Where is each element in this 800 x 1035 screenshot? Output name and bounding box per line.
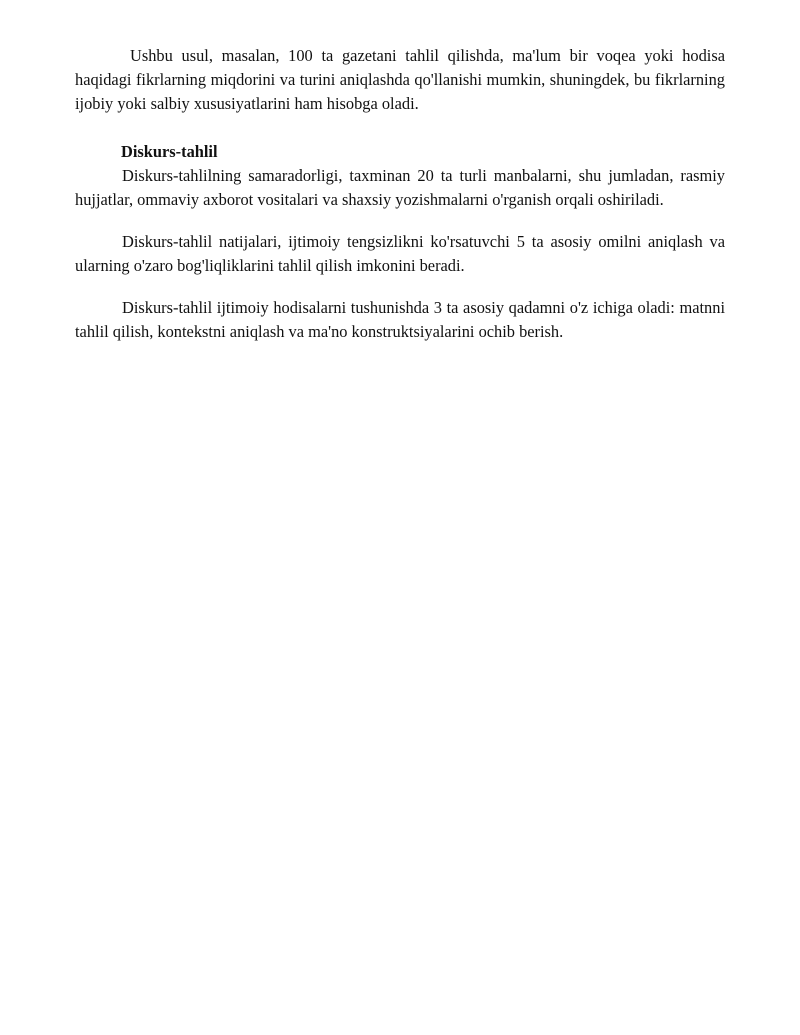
body-paragraph: Diskurs-tahlil ijtimoiy hodisalarni tushunishda 3 ta asosiy qadamni o'z ichiga oladi: matnni tahlil qilish, kontekstni aniqlash va ma'no konstruktsiyalarini ochib berish.	[75, 298, 725, 341]
body-paragraph: Diskurs-tahlilning samaradorligi, taxminan 20 ta turli manbalarni, shu jumladan, rasmiy hujjatlar, ommaviy axborot vositalari va shaxsiy yozishmalarni o'rganish orqali oshiriladi.	[75, 166, 725, 209]
body-paragraph: Diskurs-tahlil natijalari, ijtimoiy tengsizlikni ko'rsatuvchi 5 ta asosiy omilni aniqlash va ularning o'zaro bog'liqliklarini tahlil qilish imkonini beradi.	[75, 232, 725, 275]
body-paragraph: Ushbu usul, masalan, 100 ta gazetani tahlil qilishda, ma'lum bir voqea yoki hodisa haqidagi fikrlarning miqdorini va turini aniqlashda qo'llanishi mumkin, shuningdek, bu fikrlarning ijobiy yoki salbiy xususiyatlarini ham hisobga oladi.	[75, 46, 725, 113]
section-heading: Diskurs-tahlil	[121, 142, 218, 161]
